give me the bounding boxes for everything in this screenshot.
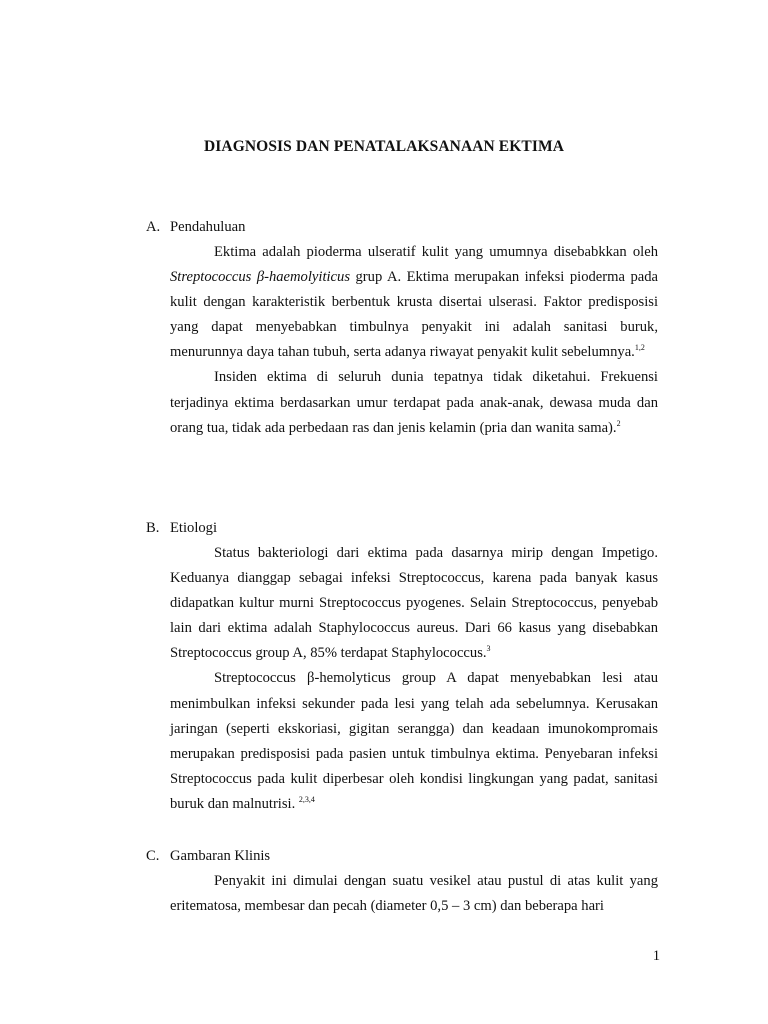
section-letter: C. (146, 848, 160, 864)
paragraph (170, 365, 658, 440)
paragraph-text: Streptococcus β-hemolyticus group A dapat menyebabkan lesi atau menimbulkan infeksi sekunder pada lesi yang telah ada sebelumnya. Kerusakan jaringan (seperti ekskoriasi, gigitan serangga) dan keadaan imunokompromais merupakan predisposisi pada pasien untuk timbulnya ektima. Penyebaran infeksi Streptococcus pada kulit diperbesar oleh kondisi lingkungan yang padat, sanitasi buruk dan malnutrisi. (170, 670, 658, 812)
citation-superscript: 1,2 (634, 343, 645, 353)
section-body (170, 869, 658, 919)
citation-superscript: 2 (616, 418, 621, 428)
section-letter: B. (146, 520, 160, 536)
paragraph-text: grup A. Ektima merupakan infeksi pioderma pada kulit dengan karakteristik berbentuk krusta disertai ulserasi. Faktor predisposisi yang dapat menyebabkan timbulnya penyakit ini adalah sanitasi buruk, menurunnya daya tahan tubuh, serta adanya riwayat penyakit kulit sebelumnya. (170, 269, 658, 361)
section-body (170, 541, 658, 817)
paragraph-text: Ektima adalah pioderma ulseratif kulit yang umumnya disebabkkan oleh (214, 244, 658, 260)
paragraph (170, 240, 658, 365)
paragraph (170, 869, 658, 919)
citation-superscript: 3 (486, 644, 491, 654)
section-title: Gambaran Klinis (170, 848, 271, 864)
organism-name: Streptococcus β-haemolyiticus (170, 269, 351, 286)
section-title: Etiologi (170, 520, 218, 536)
section-pendahuluan (146, 215, 658, 441)
paragraph-text: Penyakit ini dimulai dengan suatu vesikel atau pustul di atas kulit yang eritematosa, membesar dan pecah (diameter 0,5 – 3 cm) dan beberapa hari (170, 873, 658, 915)
section-heading (146, 516, 658, 541)
section-letter: A. (146, 219, 161, 235)
section-etiologi (146, 516, 658, 817)
paragraph-text: Insiden ektima di seluruh dunia tepatnya tidak diketahui. Frekuensi terjadinya ektima berdasarkan umur terdapat pada anak-anak, dewasa muda dan orang tua, tidak ada perbedaan ras dan jenis kelamin (pria dan wanita sama). (170, 369, 658, 436)
section-body (170, 240, 658, 441)
paragraph (170, 666, 658, 817)
section-title: Pendahuluan (170, 219, 246, 235)
section-heading (146, 215, 658, 240)
paragraph-text: Status bakteriologi dari ektima pada dasarnya mirip dengan Impetigo. Keduanya dianggap sebagai infeksi Streptococcus, karena pada banyak kasus didapatkan kultur murni Streptococcus pyogenes. Selain Streptococcus, penyebab lain dari ektima adalah Staphylococcus aureus. Dari 66 kasus yang disebabkan Streptococcus group A, 85% terdapat Staphylococcus. (170, 545, 658, 662)
section-heading (146, 844, 658, 869)
page-number: 1 (652, 948, 660, 964)
document-title: DIAGNOSIS DAN PENATALAKSANAAN EKTIMA (204, 138, 564, 155)
paragraph (170, 541, 658, 666)
section-gambaran-klinis (146, 844, 658, 919)
citation-superscript: 2,3,4 (298, 794, 315, 804)
